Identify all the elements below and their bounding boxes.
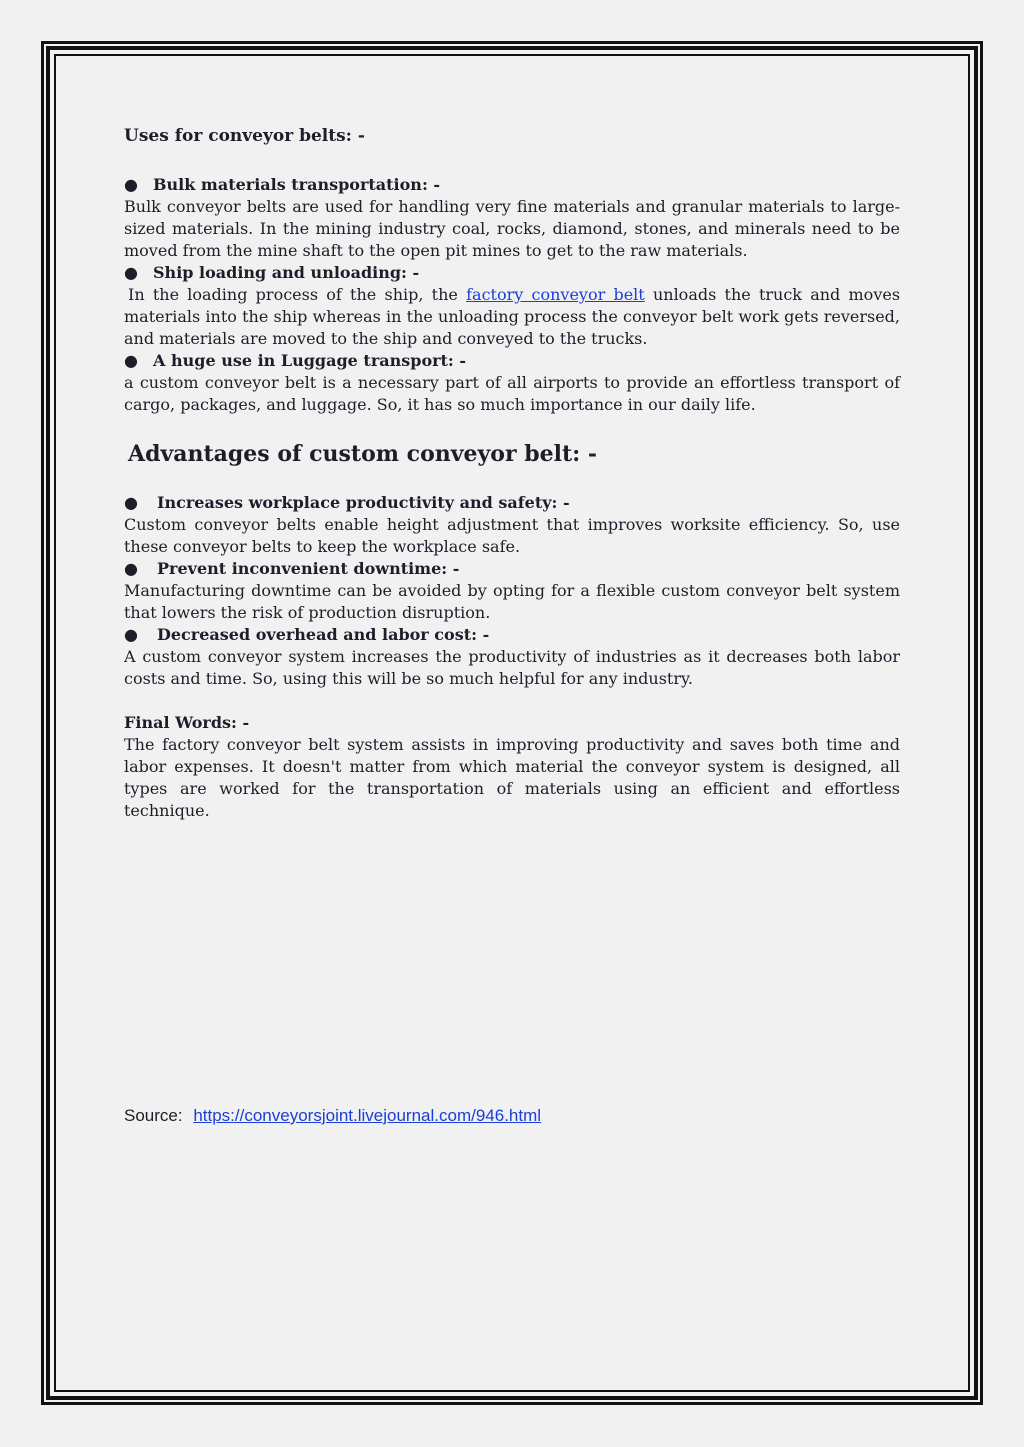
bullet-heading-text: Prevent inconvenient downtime: - — [157, 559, 460, 578]
bullet-icon: ● — [124, 263, 138, 282]
source-label: Source: — [124, 1106, 183, 1125]
bullet-heading-text: A huge use in Luggage transport: - — [153, 351, 467, 370]
bullet-heading-ship — [124, 262, 900, 284]
bullet-heading-text: Bulk materials transportation: - — [153, 175, 441, 194]
bullet-icon: ● — [124, 625, 138, 644]
source-line — [124, 1106, 541, 1126]
spacer — [124, 690, 900, 712]
bullet-heading-downtime — [124, 558, 900, 580]
final-words-title: Final Words: - — [124, 713, 250, 732]
bullet-icon: ● — [124, 559, 138, 578]
paragraph-downtime: Manufacturing downtime can be avoided by opting for a flexible custom conveyor belt system that lowers the risk of production disruption. — [124, 581, 900, 622]
paragraph-cost: A custom conveyor system increases the productivity of industries as it decreases both labor costs and time. So, using this will be so much helpful for any industry. — [124, 647, 900, 688]
paragraph-final: The factory conveyor belt system assists in improving productivity and saves both time and labor expenses. It doesn't matter from which material the conveyor system is designed, all types are worked for the transportation of materials using an efficient and effortless technique. — [124, 735, 900, 820]
bullet-heading-productivity — [124, 492, 900, 514]
bullet-heading-text: Ship loading and unloading: - — [153, 263, 420, 282]
paragraph-bulk: Bulk conveyor belts are used for handling very fine materials and granular materials to large-sized materials. In the mining industry coal, rocks, diamond, stones, and minerals need to be moved from the mine shaft to the open pit mines to get to the raw materials. — [124, 197, 900, 260]
document-body — [124, 120, 900, 822]
bullet-icon: ● — [124, 493, 138, 512]
bullet-heading-text: Decreased overhead and labor cost: - — [157, 625, 490, 644]
section-title-advantages: Advantages of custom conveyor belt: - — [128, 441, 598, 467]
paragraph-ship — [124, 284, 900, 350]
bullet-icon: ● — [124, 175, 138, 194]
bullet-heading-luggage — [124, 350, 900, 372]
factory-conveyor-belt-link[interactable]: factory conveyor belt — [466, 285, 645, 304]
paragraph-luggage: a custom conveyor belt is a necessary part of all airports to provide an effortless transport of cargo, packages, and luggage. So, it has so much importance in our daily life. — [124, 373, 900, 414]
bullet-heading-bulk — [124, 174, 900, 196]
paragraph-ship-text-before: In the loading process of the ship, the — [128, 285, 458, 304]
source-link[interactable]: https://conveyorsjoint.livejournal.com/946.html — [193, 1106, 542, 1125]
paragraph-ship-text-after: unloads the truck and moves materials into the ship whereas in the unloading process the conveyor belt work gets reversed, and materials are moved to the ship and conveyed to the trucks. — [124, 285, 901, 348]
bullet-heading-text: Increases workplace productivity and safety: - — [157, 493, 570, 512]
bullet-heading-cost — [124, 624, 900, 646]
paragraph-productivity: Custom conveyor belts enable height adjustment that improves worksite efficiency. So, use these conveyor belts to keep the workplace safe. — [124, 515, 900, 556]
section-title-uses: Uses for conveyor belts: - — [124, 126, 365, 146]
bullet-icon: ● — [124, 351, 138, 370]
